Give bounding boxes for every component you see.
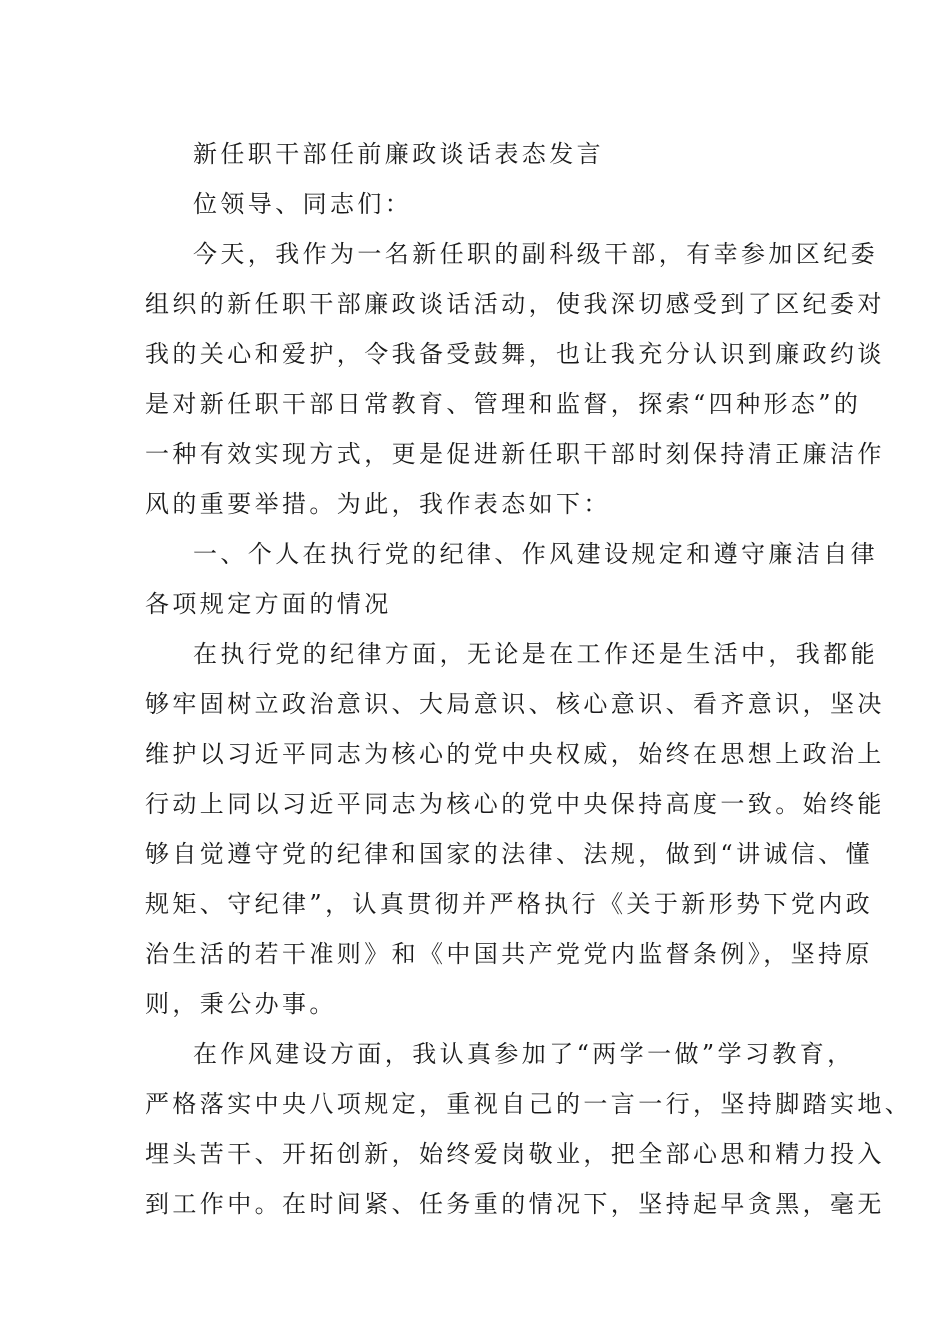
salutation: 位领导、同志们： (193, 190, 413, 218)
section-heading-line: 各项规定方面的情况 (145, 590, 392, 618)
text-line: 维护以习近平同志为核心的党中央权威，始终在思想上政治上 (145, 740, 885, 768)
text-line: 行动上同以习近平同志为核心的党中央保持高度一致。始终能 (145, 790, 885, 818)
section-heading-line: 一、个人在执行党的纪律、作风建设规定和遵守廉洁自律 (193, 540, 878, 568)
text-line: 一种有效实现方式，更是促进新任职干部时刻保持清正廉洁作 (145, 440, 885, 468)
text-line: 埋头苦干、开拓创新，始终爱岗敬业，把全部心思和精力投入 (145, 1140, 885, 1168)
text-line: 够自觉遵守党的纪律和国家的法律、法规，做到“讲诚信、懂 (145, 840, 874, 868)
text-line: 风的重要举措。为此，我作表态如下： (145, 490, 611, 518)
text-line: 我的关心和爱护，令我备受鼓舞，也让我充分认识到廉政约谈 (145, 340, 885, 368)
text-line: 严格落实中央八项规定，重视自己的一言一行，坚持脚踏实地、 (145, 1090, 913, 1118)
text-line: 今天，我作为一名新任职的副科级干部，有幸参加区纪委 (193, 240, 878, 268)
text-line: 治生活的若干准则》和《中国共产党党内监督条例》，坚持原 (145, 940, 873, 968)
text-line: 在作风建设方面，我认真参加了“两学一做”学习教育， (193, 1040, 855, 1068)
document-title: 新任职干部任前廉政谈话表态发言 (193, 140, 604, 168)
text-line: 到工作中。在时间紧、任务重的情况下，坚持起早贪黑，毫无 (145, 1190, 885, 1218)
text-line: 够牢固树立政治意识、大局意识、核心意识、看齐意识，坚决 (145, 690, 885, 718)
text-line: 则，秉公办事。 (145, 990, 337, 1018)
text-line: 在执行党的纪律方面，无论是在工作还是生活中，我都能 (193, 640, 878, 668)
text-line: 是对新任职干部日常教育、管理和监督，探索“四种形态”的 (145, 390, 862, 418)
text-line: 组织的新任职干部廉政谈话活动，使我深切感受到了区纪委对 (145, 290, 885, 318)
text-line: 规矩、守纪律”，认真贯彻并严格执行《关于新形势下党内政 (145, 890, 874, 918)
